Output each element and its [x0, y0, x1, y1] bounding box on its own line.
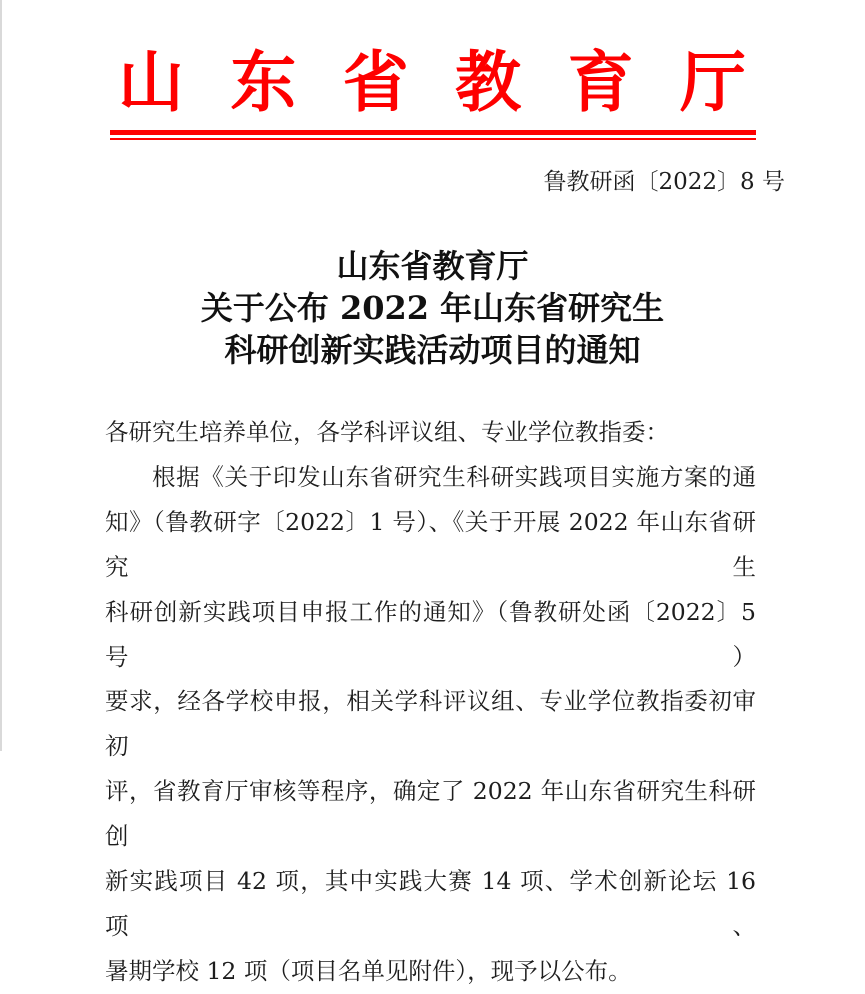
agency-title-char: 山 — [118, 43, 184, 121]
body-line: 评，省教育厅审核等程序，确定了 2022 年山东省研究生科研创 — [105, 777, 756, 851]
body-line: 根据《关于印发山东省研究生科研实践项目实施方案的通 — [152, 462, 756, 491]
page-left-edge — [0, 0, 2, 751]
body-line: 要求，经各学校申报，相关学科评议组、专业学位教指委初审初 — [105, 687, 756, 761]
body-line: 暑期学校 12 项（项目名单见附件），现予以公布。 — [105, 956, 632, 985]
red-divider-thin — [110, 138, 756, 140]
agency-title-char: 教 — [455, 43, 522, 121]
agency-title-char: 省 — [342, 43, 409, 121]
title-line: 关于公布 2022 年山东省研究生 — [200, 289, 665, 327]
agency-title — [118, 44, 746, 120]
doc-number: 鲁教研函〔2022〕8 号 — [543, 169, 785, 195]
notice-title — [0, 245, 865, 371]
body-text — [105, 410, 756, 994]
agency-title-char: 厅 — [679, 43, 746, 121]
body-line: 知》（鲁教研字〔2022〕1 号）、《关于开展 2022 年山东省研究生 — [105, 507, 756, 581]
body-line: 科研创新实践项目申报工作的通知》（鲁教研处函〔2022〕5 号） — [105, 597, 756, 671]
title-line: 山东省教育厅 — [336, 247, 529, 285]
body-line: 各研究生培养单位，各学科评议组、专业学位教指委： — [105, 418, 669, 446]
red-divider-thick — [110, 130, 756, 135]
body-line: 新实践项目 42 项，其中实践大赛 14 项、学术创新论坛 16 项、 — [105, 867, 756, 940]
agency-title-char: 育 — [567, 43, 634, 121]
title-line: 科研创新实践活动项目的通知 — [224, 331, 641, 369]
agency-title-char: 东 — [230, 43, 297, 121]
